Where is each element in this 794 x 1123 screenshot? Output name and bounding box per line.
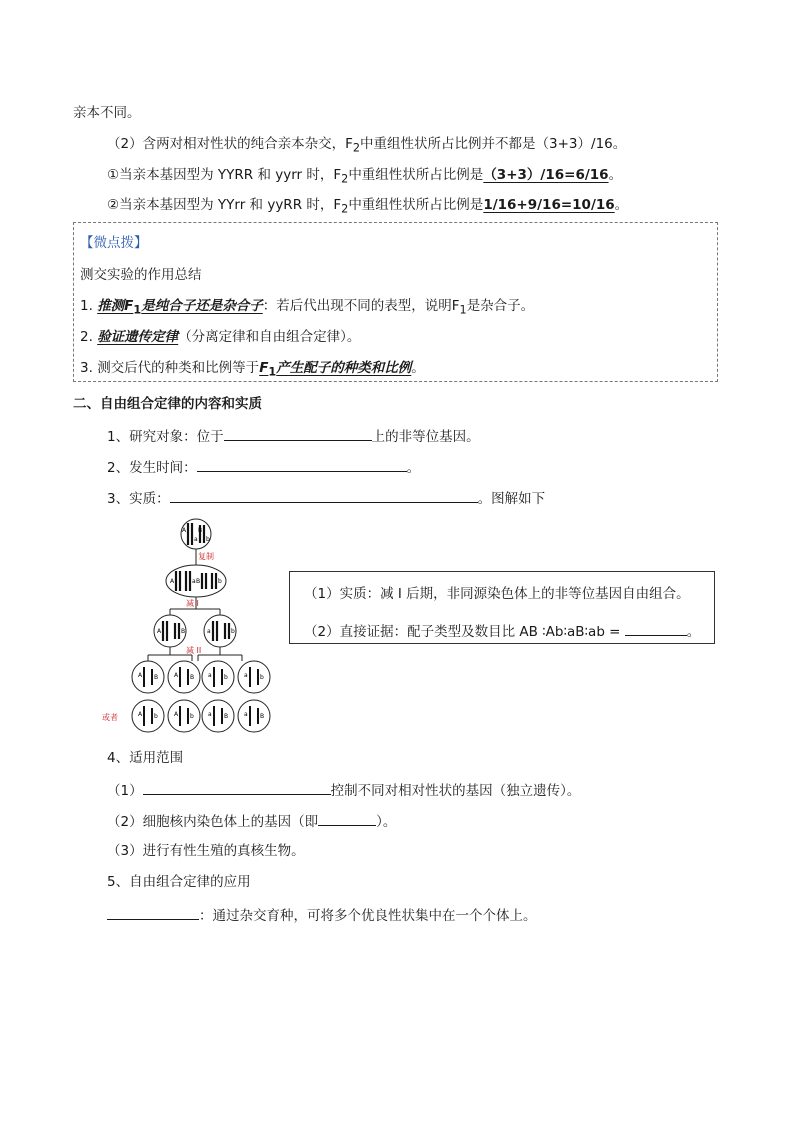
question-5: 5、自由组合定律的应用: [107, 874, 251, 890]
label-meiosis-1: 减 I: [186, 599, 199, 608]
svg-text:A: A: [170, 578, 175, 585]
svg-text:a: a: [208, 672, 212, 679]
svg-text:A: A: [174, 672, 179, 679]
essence-box: [289, 571, 715, 644]
essence-line-1: （1）实质：减 I 后期，非同源染色体上的非等位基因自由组合。: [304, 586, 690, 602]
svg-text:b: b: [260, 674, 264, 681]
blank-field[interactable]: [318, 811, 376, 826]
svg-text:B: B: [196, 578, 201, 585]
meiosis-diagram: [100, 517, 280, 737]
svg-text:a: a: [207, 628, 211, 635]
svg-text:b: b: [224, 674, 228, 681]
tip-heading: 测交实验的作用总结: [80, 267, 202, 283]
question-1: 1、研究对象：位于 上的非等位基因。: [107, 426, 480, 446]
svg-text:b: b: [206, 536, 210, 543]
para-line-3: ①当亲本基因型为 YYRR 和 yyrr 时，$F_2$中重组性状所占比例是（3+3）/16=6/16。: [107, 167, 623, 186]
svg-text:a: a: [244, 672, 248, 679]
label-or: 或者: [102, 713, 118, 722]
svg-text:B: B: [260, 713, 265, 720]
tip-item-2: 2. 验证遗传定律（分离定律和自由组合定律）。: [80, 329, 361, 345]
svg-text:A: A: [182, 527, 187, 534]
answer-6-16: （3+3）/16=6/16: [483, 167, 609, 183]
svg-text:B: B: [181, 628, 186, 635]
blank-field[interactable]: [107, 905, 199, 920]
svg-text:b: b: [218, 578, 222, 585]
tip-item-3: 3. 测交后代的种类和比例等于$F_1$产生配子的种类和比例。: [80, 360, 425, 379]
question-5-answer: ：通过杂交育种，可将多个优良性状集中在一个个体上。: [107, 905, 537, 925]
svg-text:A: A: [138, 672, 143, 679]
svg-text:B: B: [190, 674, 195, 681]
svg-text:a: a: [244, 711, 248, 718]
label-meiosis-2: 减 II: [186, 646, 202, 655]
svg-text:b: b: [231, 628, 235, 635]
question-4-2: （2）细胞核内染色体上的基因（即 ）。: [107, 811, 396, 831]
para-line-1: 亲本不同。: [73, 105, 141, 121]
question-3: 3、实质： 。图解如下: [107, 488, 545, 508]
svg-text:A: A: [174, 711, 179, 718]
blank-field[interactable]: [143, 780, 331, 795]
svg-text:B: B: [154, 674, 159, 681]
para-line-2: （2）含两对相对性状的纯合亲本杂交，$F_2$中重组性状所占比例并不都是（3+3）/16。: [107, 136, 627, 155]
svg-text:b: b: [154, 713, 158, 720]
tip-item-1: 1. 推测$F_1$是纯合子还是杂合子：若后代出现不同的表型，说明$F_1$是杂合子。: [80, 298, 535, 317]
question-4-1: （1） 控制不同对相对性状的基因（独立遗传）。: [107, 780, 580, 800]
blank-field[interactable]: [625, 621, 687, 636]
svg-text:B: B: [198, 527, 203, 534]
essence-line-2: （2）直接证据：配子类型及数目比 AB ∶Ab∶aB∶ab = 。: [304, 621, 700, 641]
svg-text:A: A: [157, 628, 162, 635]
para-line-4: ②当亲本基因型为 YYrr 和 yyRR 时，$F_2$中重组性状所占比例是1/16+9/16=10/16。: [107, 197, 629, 216]
answer-10-16: 1/16+9/16=10/16: [483, 197, 615, 213]
tip-title: 【微点拨】: [80, 235, 148, 251]
blank-field[interactable]: [224, 426, 372, 441]
question-2: 2、发生时间： 。: [107, 457, 420, 477]
label-copy: 复制: [198, 552, 214, 561]
blank-field[interactable]: [197, 457, 407, 472]
svg-text:a: a: [208, 711, 212, 718]
svg-text:A: A: [138, 711, 143, 718]
svg-text:B: B: [224, 713, 229, 720]
tip-box: [73, 222, 718, 382]
question-4-3: （3）进行有性生殖的真核生物。: [107, 843, 305, 859]
svg-text:a: a: [194, 536, 198, 543]
question-4: 4、适用范围: [107, 750, 184, 766]
section-heading: 二、自由组合定律的内容和实质: [73, 396, 262, 412]
svg-text:a: a: [192, 578, 196, 585]
svg-text:b: b: [190, 713, 194, 720]
blank-field[interactable]: [170, 488, 478, 503]
